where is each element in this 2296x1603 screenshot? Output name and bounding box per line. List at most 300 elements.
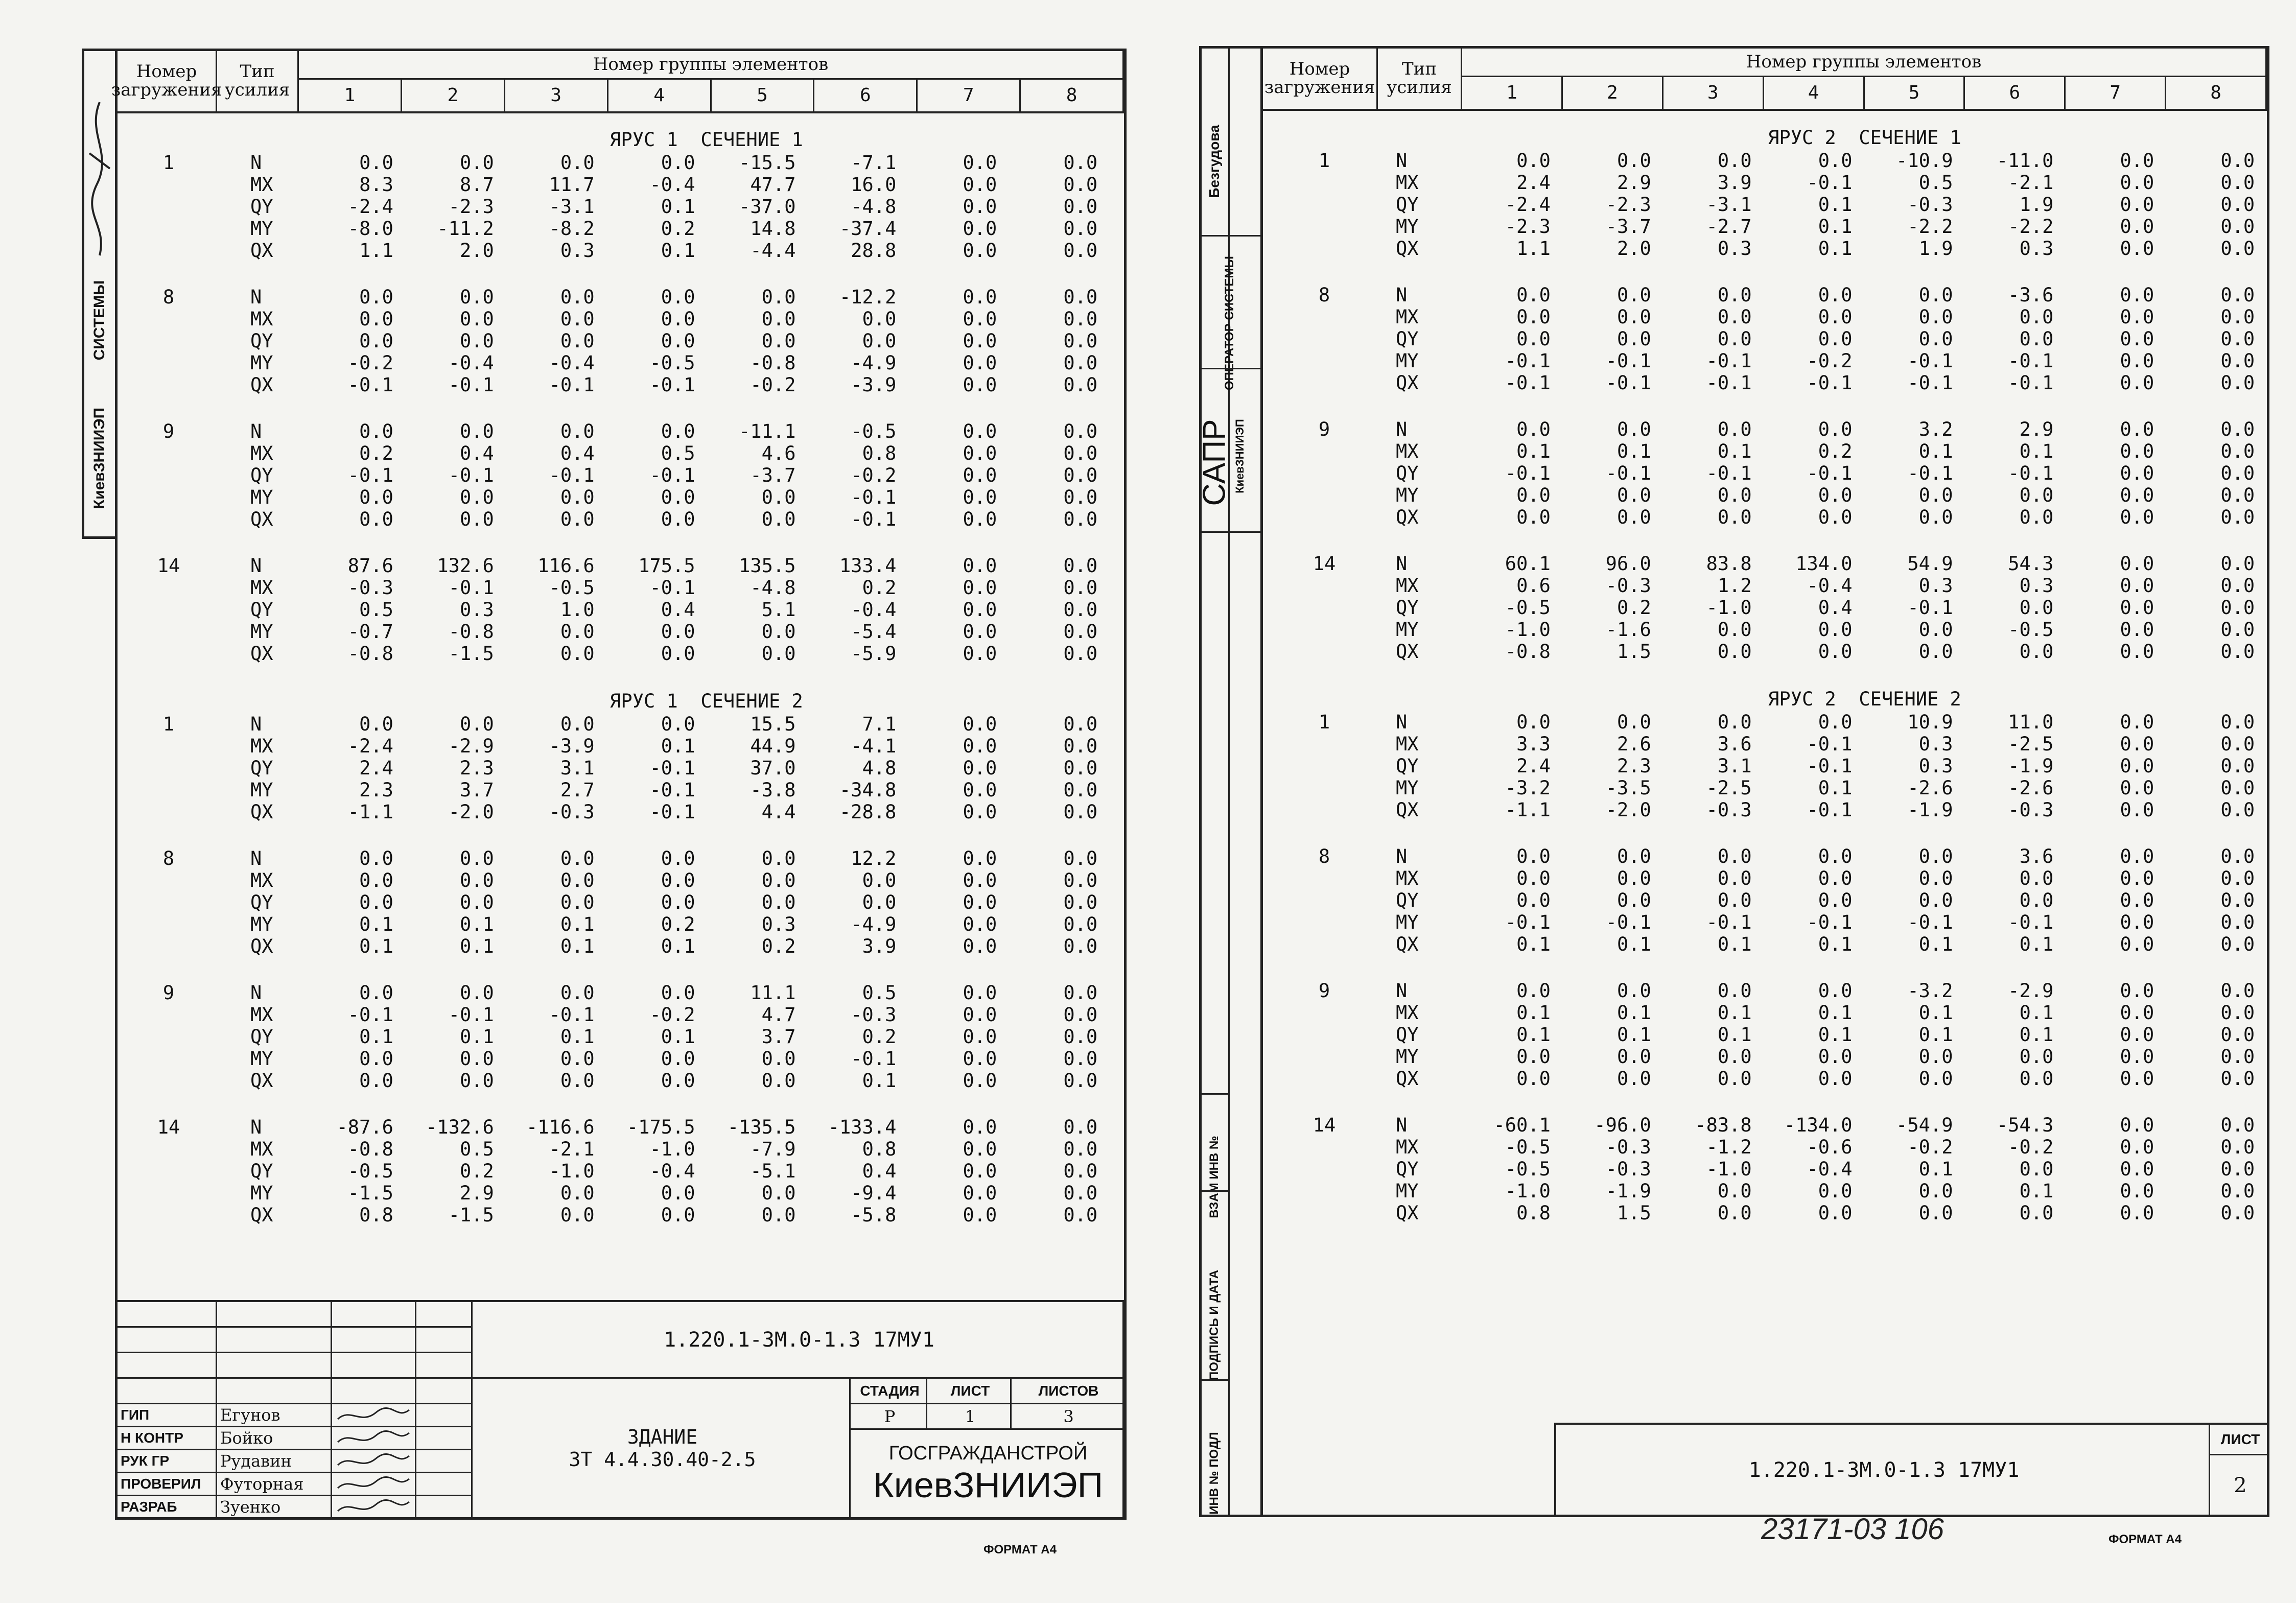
value-cell: 0.0 xyxy=(1063,286,1098,308)
force-type: QY xyxy=(250,891,273,913)
sheets-label: ЛИСТОВ xyxy=(1012,1379,1124,1404)
value-cell: -0.4 xyxy=(851,599,897,621)
value-cell: 0.3 xyxy=(459,599,494,621)
value-cell: 0.0 xyxy=(1063,1204,1098,1226)
value-cell: 0.0 xyxy=(1717,889,1752,911)
force-type: MY xyxy=(1396,216,1419,238)
value-cell: 0.0 xyxy=(1717,328,1752,350)
value-cell: 0.0 xyxy=(1616,980,1651,1002)
value-cell: 0.0 xyxy=(2220,845,2255,867)
load-number: 1 xyxy=(1318,150,1330,172)
section-title: ЯРУС 2 СЕЧЕНИЕ 1 xyxy=(1768,127,1961,149)
group-column-1 xyxy=(1462,418,1551,528)
value-cell: -133.4 xyxy=(828,1116,897,1138)
header-load-number: Номер загружения xyxy=(1263,49,1378,109)
value-cell: -0.3 xyxy=(1605,575,1651,597)
value-cell: -11.1 xyxy=(739,420,796,442)
force-type: QY xyxy=(250,196,273,218)
value-cell: -2.0 xyxy=(448,801,494,823)
value-cell: 0.0 xyxy=(963,308,997,330)
load-number: 8 xyxy=(162,847,175,869)
value-cell: 0.0 xyxy=(1516,845,1551,867)
value-cell: 0.0 xyxy=(963,1070,997,1092)
group-column-5 xyxy=(707,713,796,823)
value-cell: -0.1 xyxy=(2008,462,2054,484)
group-column-8 xyxy=(1008,420,1097,530)
group-column-1 xyxy=(304,555,393,665)
value-cell: 2.9 xyxy=(2019,418,2054,440)
group-column-2 xyxy=(1563,284,1651,394)
value-cell: 0.0 xyxy=(560,486,595,508)
value-cell: 96.0 xyxy=(1605,553,1651,575)
value-cell: 0.3 xyxy=(1918,755,1953,777)
header-group-2: 2 xyxy=(402,80,505,111)
value-cell: 0.0 xyxy=(963,913,997,935)
value-cell: 0.0 xyxy=(1818,889,1853,911)
role-label: РАЗРАБ xyxy=(118,1496,217,1519)
value-cell: 0.0 xyxy=(1063,352,1098,374)
value-cell: 12.2 xyxy=(851,847,897,869)
group-column-7 xyxy=(907,286,997,396)
value-cell: -2.0 xyxy=(1605,799,1651,821)
value-cell: -0.3 xyxy=(1605,1158,1651,1180)
value-cell: 0.0 xyxy=(1818,306,1853,328)
value-cell: 0.0 xyxy=(963,464,997,486)
value-cell: 0.1 xyxy=(1818,777,1853,799)
load-number: 9 xyxy=(162,420,175,442)
force-type: QY xyxy=(1396,597,1419,619)
value-cell: -0.3 xyxy=(851,1004,897,1026)
value-cell: 0.0 xyxy=(1918,506,1953,528)
value-cell: 0.0 xyxy=(459,486,494,508)
value-cell: 0.0 xyxy=(1063,1116,1098,1138)
group-column-2 xyxy=(1563,845,1651,955)
value-cell: 0.1 xyxy=(1717,933,1752,955)
value-cell: 0.0 xyxy=(2019,328,2054,350)
role-name: Егунов xyxy=(217,1404,332,1427)
group-column-7 xyxy=(2066,553,2154,663)
header-load-number: Номер загружения xyxy=(118,51,217,111)
value-cell: 0.0 xyxy=(1918,306,1953,328)
group-column-8 xyxy=(1008,152,1097,262)
value-cell: 0.0 xyxy=(560,330,595,352)
value-cell: -175.5 xyxy=(626,1116,695,1138)
value-cell: 0.0 xyxy=(1063,330,1098,352)
force-type: MX xyxy=(250,577,273,599)
value-cell: -0.1 xyxy=(347,1004,393,1026)
value-cell: -0.1 xyxy=(1907,372,1953,394)
value-cell: -0.2 xyxy=(851,464,897,486)
group-column-6 xyxy=(1965,150,2054,260)
side-sapr: САПР xyxy=(1197,419,1232,506)
load-number: 1 xyxy=(1318,711,1330,733)
value-cell: -96.0 xyxy=(1594,1114,1651,1136)
value-cell: -3.7 xyxy=(1605,216,1651,238)
value-cell: 0.0 xyxy=(1616,867,1651,889)
value-cell: -0.5 xyxy=(851,420,897,442)
value-cell: 0.1 xyxy=(2019,1002,2054,1024)
value-cell: -11.2 xyxy=(437,218,494,240)
value-cell: 0.2 xyxy=(459,1160,494,1182)
value-cell: 0.0 xyxy=(1063,982,1098,1004)
value-cell: 14.8 xyxy=(750,218,796,240)
value-cell: 0.1 xyxy=(661,735,695,757)
group-column-4 xyxy=(606,555,695,665)
force-types xyxy=(250,420,301,530)
force-type: N xyxy=(1396,418,1408,440)
value-cell: 28.8 xyxy=(851,240,897,262)
group-column-2 xyxy=(405,982,494,1092)
force-type: QY xyxy=(250,330,273,352)
value-cell: 7.1 xyxy=(862,713,897,735)
force-type: QX xyxy=(1396,641,1419,663)
value-cell: 0.0 xyxy=(661,330,695,352)
value-cell: 132.6 xyxy=(437,555,494,577)
force-type: MY xyxy=(250,1048,273,1070)
group-column-1 xyxy=(1462,150,1551,260)
value-cell: 0.0 xyxy=(1063,308,1098,330)
value-cell: -0.1 xyxy=(1706,372,1752,394)
role-signature xyxy=(332,1496,416,1519)
group-column-4 xyxy=(1764,418,1853,528)
value-cell: 0.0 xyxy=(2120,284,2154,306)
role-name: Рудавин xyxy=(217,1450,332,1473)
value-cell: -0.8 xyxy=(448,621,494,643)
group-column-7 xyxy=(907,982,997,1092)
group-column-4 xyxy=(606,1116,695,1226)
group-column-4 xyxy=(606,982,695,1092)
group-column-3 xyxy=(505,286,595,396)
value-cell: 0.0 xyxy=(560,869,595,891)
value-cell: -0.2 xyxy=(649,1004,695,1026)
value-cell: 0.0 xyxy=(2019,641,2054,663)
value-cell: 0.0 xyxy=(661,643,695,665)
value-cell: 0.0 xyxy=(2220,1068,2255,1090)
value-cell: 0.0 xyxy=(359,308,393,330)
value-cell: 0.0 xyxy=(2019,867,2054,889)
force-type: QX xyxy=(1396,506,1419,528)
value-cell: 83.8 xyxy=(1706,553,1752,575)
value-cell: 0.0 xyxy=(1818,418,1853,440)
value-cell: 0.0 xyxy=(359,869,393,891)
value-cell: 0.0 xyxy=(761,286,796,308)
group-column-5 xyxy=(1865,284,1953,394)
value-cell: 0.6 xyxy=(1516,575,1551,597)
group-column-7 xyxy=(907,420,997,530)
value-cell: 0.0 xyxy=(359,508,393,530)
value-cell: 0.0 xyxy=(963,757,997,779)
value-cell: 0.0 xyxy=(963,486,997,508)
value-cell: 0.8 xyxy=(359,1204,393,1226)
value-cell: 0.1 xyxy=(560,913,595,935)
value-cell: 0.1 xyxy=(1516,933,1551,955)
value-cell: -0.2 xyxy=(347,352,393,374)
value-cell: -2.7 xyxy=(1706,216,1752,238)
force-type: N xyxy=(250,847,262,869)
value-cell: 0.0 xyxy=(1818,484,1853,506)
value-cell: 0.0 xyxy=(2120,194,2154,216)
value-cell: 0.0 xyxy=(2220,980,2255,1002)
header-group-4: 4 xyxy=(1764,77,1865,109)
group-column-8 xyxy=(2166,711,2255,821)
force-type: QX xyxy=(1396,1068,1419,1090)
group-column-5 xyxy=(707,420,796,530)
organization-ministry: ГОСГРАЖДАНСТРОЙ xyxy=(888,1442,1088,1464)
table-header xyxy=(1263,49,2267,111)
value-cell: 0.0 xyxy=(661,152,695,174)
force-type: QY xyxy=(1396,1158,1419,1180)
value-cell: 0.0 xyxy=(1818,1068,1853,1090)
load-number: 1 xyxy=(162,152,175,174)
value-cell: 0.1 xyxy=(1616,1024,1651,1046)
force-type: MY xyxy=(250,352,273,374)
force-type: N xyxy=(250,286,262,308)
group-column-2 xyxy=(405,1116,494,1226)
group-column-5 xyxy=(1865,418,1953,528)
value-cell: -3.1 xyxy=(1706,194,1752,216)
value-cell: -0.4 xyxy=(649,1160,695,1182)
value-cell: 0.0 xyxy=(2120,350,2154,372)
value-cell: 0.1 xyxy=(560,1026,595,1048)
value-cell: 0.1 xyxy=(1516,1024,1551,1046)
value-cell: 0.0 xyxy=(2120,238,2154,260)
value-cell: 47.7 xyxy=(750,174,796,196)
value-cell: 0.1 xyxy=(1918,1002,1953,1024)
value-cell: 0.0 xyxy=(2019,1046,2054,1068)
value-cell: -4.8 xyxy=(750,577,796,599)
force-type: MY xyxy=(250,779,273,801)
group-column-2 xyxy=(405,847,494,957)
force-type: QX xyxy=(1396,1202,1419,1224)
value-cell: -1.0 xyxy=(1505,619,1551,641)
value-cell: 0.1 xyxy=(359,935,393,957)
value-cell: -0.2 xyxy=(2008,1136,2054,1158)
header-group-5: 5 xyxy=(712,80,815,111)
value-cell: -3.9 xyxy=(549,735,595,757)
value-cell: 0.0 xyxy=(2120,867,2154,889)
value-cell: -1.9 xyxy=(2008,755,2054,777)
force-type: N xyxy=(1396,980,1408,1002)
group-column-6 xyxy=(807,1116,897,1226)
value-cell: 0.0 xyxy=(1616,418,1651,440)
value-cell: 0.0 xyxy=(2120,799,2154,821)
group-column-3 xyxy=(1664,553,1752,663)
value-cell: 4.4 xyxy=(761,801,796,823)
header-group-7: 7 xyxy=(918,80,1021,111)
force-types xyxy=(1396,1114,1447,1224)
value-cell: -15.5 xyxy=(739,152,796,174)
value-cell: -2.3 xyxy=(1605,194,1651,216)
value-cell: 0.2 xyxy=(862,577,897,599)
group-column-3 xyxy=(1664,150,1752,260)
value-cell: 0.0 xyxy=(459,1048,494,1070)
value-cell: 0.0 xyxy=(1717,845,1752,867)
force-type: MX xyxy=(1396,733,1419,755)
value-cell: 0.0 xyxy=(459,420,494,442)
group-column-7 xyxy=(2066,980,2154,1090)
group-column-7 xyxy=(2066,284,2154,394)
load-number: 8 xyxy=(1318,845,1330,867)
value-cell: 0.0 xyxy=(2220,867,2255,889)
group-column-6 xyxy=(1965,553,2054,663)
value-cell: -2.1 xyxy=(549,1138,595,1160)
force-type: N xyxy=(250,982,262,1004)
load-number: 9 xyxy=(1318,980,1330,1002)
value-cell: 0.0 xyxy=(1063,779,1098,801)
value-cell: 8.3 xyxy=(359,174,393,196)
value-cell: 3.1 xyxy=(1717,755,1752,777)
value-cell: 0.0 xyxy=(2120,1114,2154,1136)
value-cell: 1.9 xyxy=(1918,238,1953,260)
value-cell: 0.0 xyxy=(2120,845,2154,867)
group-column-1 xyxy=(1462,1114,1551,1224)
sheet-label: ЛИСТ xyxy=(927,1379,1012,1404)
value-cell: 0.0 xyxy=(661,1070,695,1092)
value-cell: -134.0 xyxy=(1784,1114,1853,1136)
title-block xyxy=(1554,1423,2269,1517)
load-number: 8 xyxy=(162,286,175,308)
force-type: QY xyxy=(1396,889,1419,911)
value-cell: 0.1 xyxy=(1818,194,1853,216)
value-cell: 0.0 xyxy=(862,330,897,352)
force-type: MY xyxy=(1396,350,1419,372)
value-cell: 0.0 xyxy=(459,508,494,530)
value-cell: 0.0 xyxy=(963,374,997,396)
value-cell: 0.0 xyxy=(1063,621,1098,643)
force-type: QX xyxy=(1396,799,1419,821)
force-type: MX xyxy=(250,1004,273,1026)
value-cell: 0.0 xyxy=(2220,889,2255,911)
value-cell: 0.0 xyxy=(1717,1046,1752,1068)
value-cell: -1.0 xyxy=(1706,597,1752,619)
value-cell: 0.0 xyxy=(2220,372,2255,394)
value-cell: 0.0 xyxy=(1616,711,1651,733)
value-cell: 0.0 xyxy=(1616,284,1651,306)
value-cell: 2.0 xyxy=(459,240,494,262)
value-cell: -0.5 xyxy=(1505,1136,1551,1158)
value-cell: 0.0 xyxy=(2220,711,2255,733)
header-group-5: 5 xyxy=(1865,77,1965,109)
value-cell: -0.1 xyxy=(1807,911,1853,933)
value-cell: -3.2 xyxy=(1907,980,1953,1002)
value-cell: 0.0 xyxy=(761,869,796,891)
value-cell: 0.3 xyxy=(1918,733,1953,755)
value-cell: -0.3 xyxy=(347,577,393,599)
value-cell: 0.0 xyxy=(2220,1158,2255,1180)
force-type: MY xyxy=(1396,911,1419,933)
value-cell: 0.1 xyxy=(1717,440,1752,462)
value-cell: -1.9 xyxy=(1605,1180,1651,1202)
value-cell: -0.1 xyxy=(1605,462,1651,484)
force-type: QX xyxy=(250,643,273,665)
value-cell: 2.9 xyxy=(459,1182,494,1204)
value-cell: 0.1 xyxy=(2019,440,2054,462)
value-cell: 0.0 xyxy=(1918,284,1953,306)
value-cell: -0.2 xyxy=(1907,1136,1953,1158)
value-cell: 0.0 xyxy=(459,869,494,891)
value-cell: 0.3 xyxy=(1918,575,1953,597)
value-cell: 0.0 xyxy=(560,982,595,1004)
value-cell: 0.0 xyxy=(1063,486,1098,508)
value-cell: -5.8 xyxy=(851,1204,897,1226)
value-cell: 0.0 xyxy=(963,420,997,442)
value-cell: 1.9 xyxy=(2019,194,2054,216)
group-column-8 xyxy=(2166,553,2255,663)
value-cell: 0.1 xyxy=(1918,933,1953,955)
value-cell: 0.2 xyxy=(1616,597,1651,619)
load-number: 9 xyxy=(1318,418,1330,440)
value-cell: 0.0 xyxy=(2019,506,2054,528)
value-cell: 0.0 xyxy=(2220,1002,2255,1024)
value-cell: -3.7 xyxy=(750,464,796,486)
group-column-2 xyxy=(405,420,494,530)
value-cell: 0.1 xyxy=(1717,1002,1752,1024)
group-column-8 xyxy=(2166,150,2255,260)
value-cell: -0.1 xyxy=(1907,350,1953,372)
value-cell: 0.0 xyxy=(359,286,393,308)
value-cell: 0.0 xyxy=(2019,1202,2054,1224)
value-cell: -0.1 xyxy=(448,464,494,486)
value-cell: 0.0 xyxy=(963,1116,997,1138)
format-label: ФОРМАТ А4 xyxy=(2108,1533,2182,1546)
value-cell: 0.0 xyxy=(2120,372,2154,394)
value-cell: 0.0 xyxy=(1918,328,1953,350)
value-cell: -0.3 xyxy=(2008,799,2054,821)
group-column-5 xyxy=(1865,553,1953,663)
value-cell: 0.1 xyxy=(1818,238,1853,260)
value-cell: 0.0 xyxy=(1516,711,1551,733)
value-cell: 0.0 xyxy=(963,218,997,240)
value-cell: 3.1 xyxy=(560,757,595,779)
value-cell: 0.0 xyxy=(963,643,997,665)
value-cell: 0.2 xyxy=(1818,440,1853,462)
value-cell: -0.1 xyxy=(649,757,695,779)
force-type: MX xyxy=(250,308,273,330)
value-cell: 0.0 xyxy=(1818,641,1853,663)
value-cell: 0.0 xyxy=(661,982,695,1004)
value-cell: 0.0 xyxy=(1516,328,1551,350)
role-date xyxy=(416,1496,473,1519)
group-column-2 xyxy=(405,286,494,396)
group-column-5 xyxy=(1865,980,1953,1090)
value-cell: 0.0 xyxy=(1063,1004,1098,1026)
role-date xyxy=(416,1450,473,1473)
value-cell: -2.5 xyxy=(2008,733,2054,755)
value-cell: 0.0 xyxy=(2120,597,2154,619)
value-cell: -0.8 xyxy=(1505,641,1551,663)
value-cell: 0.0 xyxy=(2220,216,2255,238)
force-type: MY xyxy=(250,218,273,240)
role-signature xyxy=(332,1473,416,1496)
header-group-1: 1 xyxy=(299,80,402,111)
force-type: QX xyxy=(250,508,273,530)
value-cell: -0.8 xyxy=(750,352,796,374)
value-cell: 0.0 xyxy=(1717,1202,1752,1224)
force-type: MX xyxy=(1396,440,1419,462)
value-cell: -0.1 xyxy=(1807,799,1853,821)
value-cell: 0.0 xyxy=(560,847,595,869)
value-cell: 0.0 xyxy=(2220,238,2255,260)
value-cell: 0.0 xyxy=(963,1138,997,1160)
value-cell: 0.0 xyxy=(2019,484,2054,506)
group-column-4 xyxy=(1764,711,1853,821)
group-column-1 xyxy=(1462,284,1551,394)
group-column-7 xyxy=(907,152,997,262)
value-cell: 0.0 xyxy=(1063,152,1098,174)
group-column-8 xyxy=(1008,286,1097,396)
value-cell: -2.3 xyxy=(1505,216,1551,238)
value-cell: 0.0 xyxy=(963,1204,997,1226)
